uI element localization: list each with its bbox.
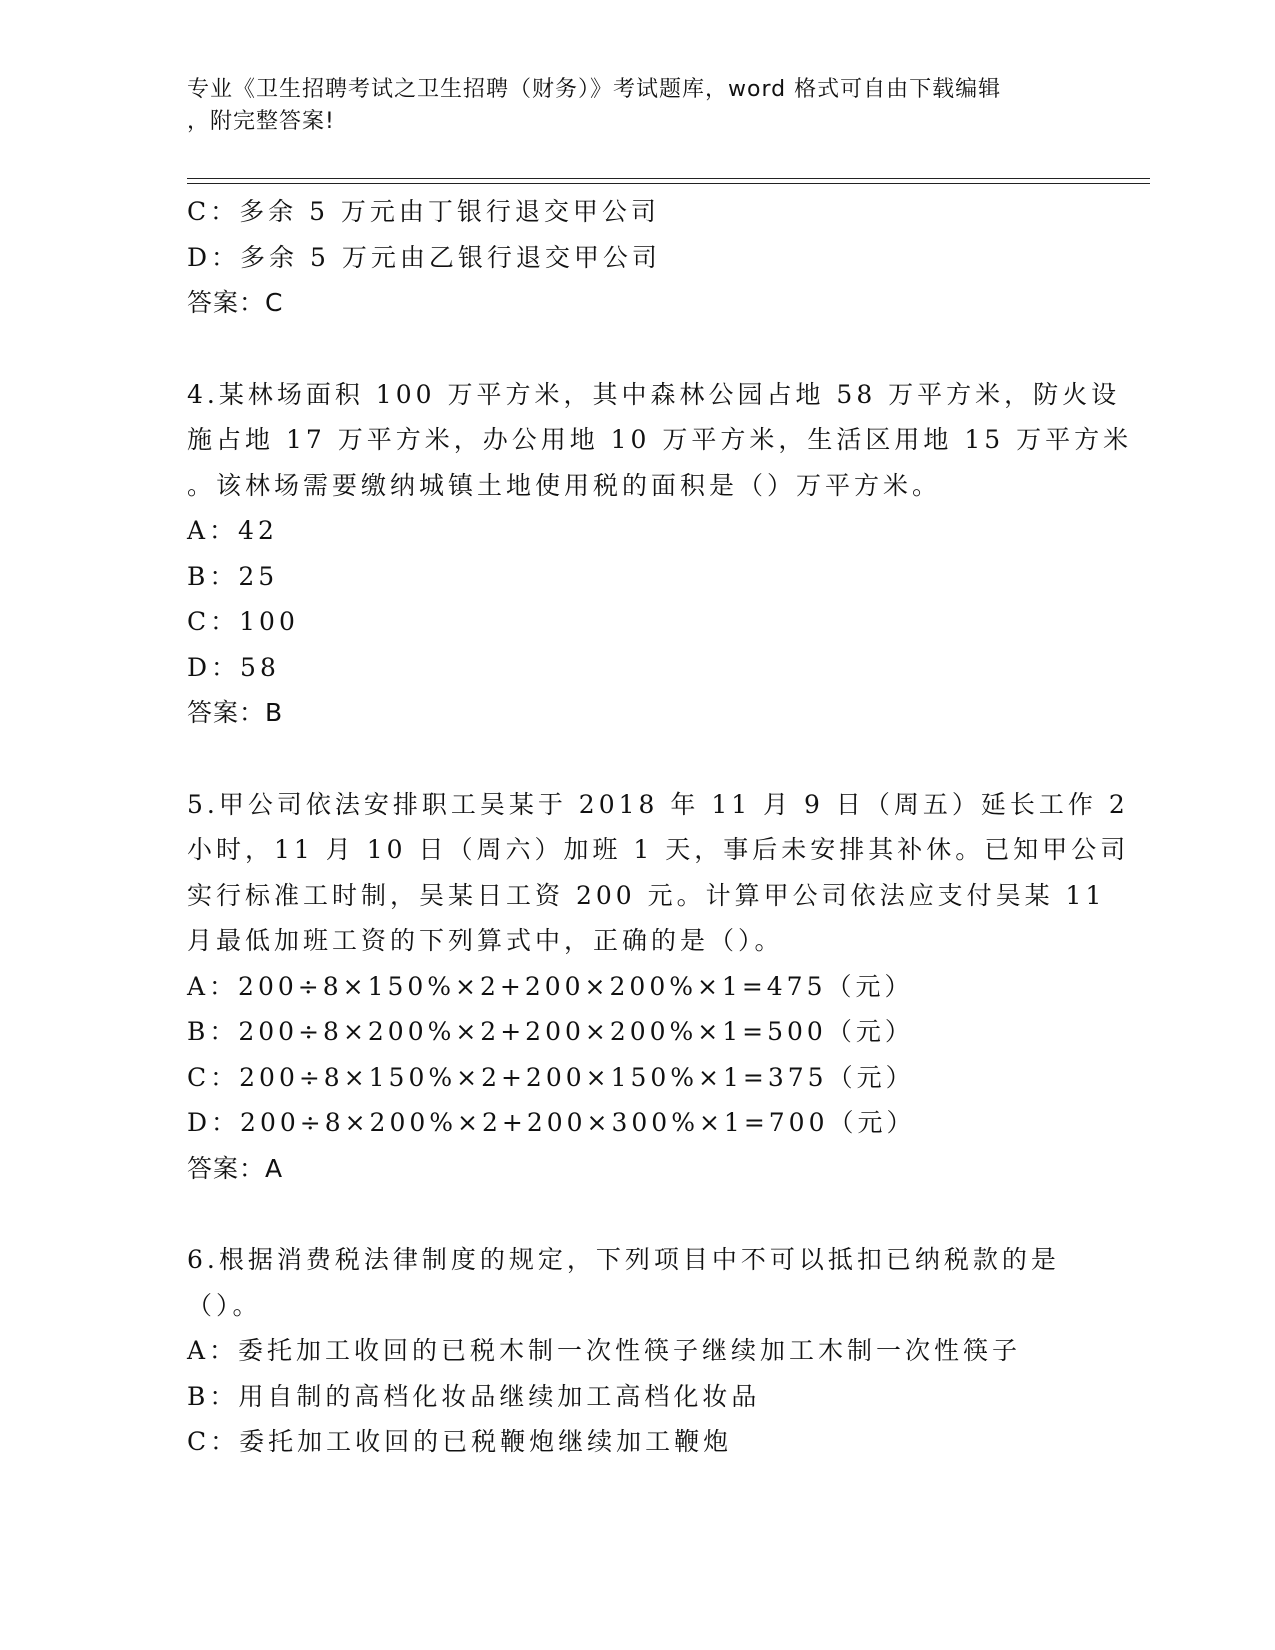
block-gap [187,1191,1087,1237]
question-text-line: 月最低加班工资的下列算式中，正确的是（）。 [187,926,784,955]
option-line: B：200÷8×200%×2+200×200%×1=500（元） [187,1017,914,1046]
option-line: C：委托加工收回的已税鞭炮继续加工鞭炮 [187,1427,733,1456]
option-line: B：25 [187,561,279,591]
header-line-2: ，附完整答案! [187,109,335,134]
question-text-line: 5.甲公司依法安排职工吴某于 2018 年 11 月 9 日（周五）延长工作 2 [187,789,1129,819]
question-text-line: （）。 [187,1290,262,1320]
question-block [187,372,1133,736]
header-divider-bottom [187,183,1150,184]
question-text-line: 施占地 17 万平方米，办公用地 10 万平方米，生活区用地 15 万平方米 [187,425,1133,454]
question-text-line: 实行标准工时制，吴某日工资 200 元。计算甲公司依法应支付吴某 11 [187,880,1106,910]
option-line: A：委托加工收回的已税木制一次性筷子继续加工木制一次性筷子 [187,1336,1022,1365]
option-line: D：多余 5 万元由乙银行退交甲公司 [187,242,661,272]
option-line: C：200÷8×150%×2+200×150%×1=375（元） [187,1062,915,1092]
answer-line: 答案：B [187,698,284,727]
page-header [187,74,1087,138]
question-block [187,189,1087,326]
block-gap [187,326,1087,372]
question-list [187,189,1133,1465]
question-block [187,1237,1087,1465]
answer-line: 答案：A [187,1153,284,1183]
question-text-line: 4.某林场面积 100 万平方米，其中森林公园占地 58 万平方米，防火设 [187,379,1121,409]
option-line: D：58 [187,652,280,682]
question-block [187,782,1130,1192]
option-line: D：200÷8×200%×2+200×300%×1=700（元） [187,1108,916,1137]
question-text-line: 小时，11 月 10 日（周六）加班 1 天，事后未安排其补休。已知甲公司 [187,835,1130,864]
block-gap [187,736,1087,782]
option-line: A：42 [187,516,278,545]
header-line-1: 专业《卫生招聘考试之卫生招聘（财务）》考试题库，word 格式可自由下载编辑 [187,77,1002,102]
question-text-line: 。该林场需要缴纳城镇土地使用税的面积是（）万平方米。 [187,470,942,500]
question-text-line: 6.根据消费税法律制度的规定，下列项目中不可以抵扣已纳税款的是 [187,1245,1060,1274]
option-line: C：多余 5 万元由丁银行退交甲公司 [187,197,660,226]
option-line: C：100 [187,607,299,636]
answer-line: 答案：C [187,288,284,317]
header-divider-top [187,178,1150,179]
option-line: B：用自制的高档化妆品继续加工高档化妆品 [187,1381,761,1411]
option-line: A：200÷8×150%×2+200×200%×1=475（元） [187,971,914,1001]
